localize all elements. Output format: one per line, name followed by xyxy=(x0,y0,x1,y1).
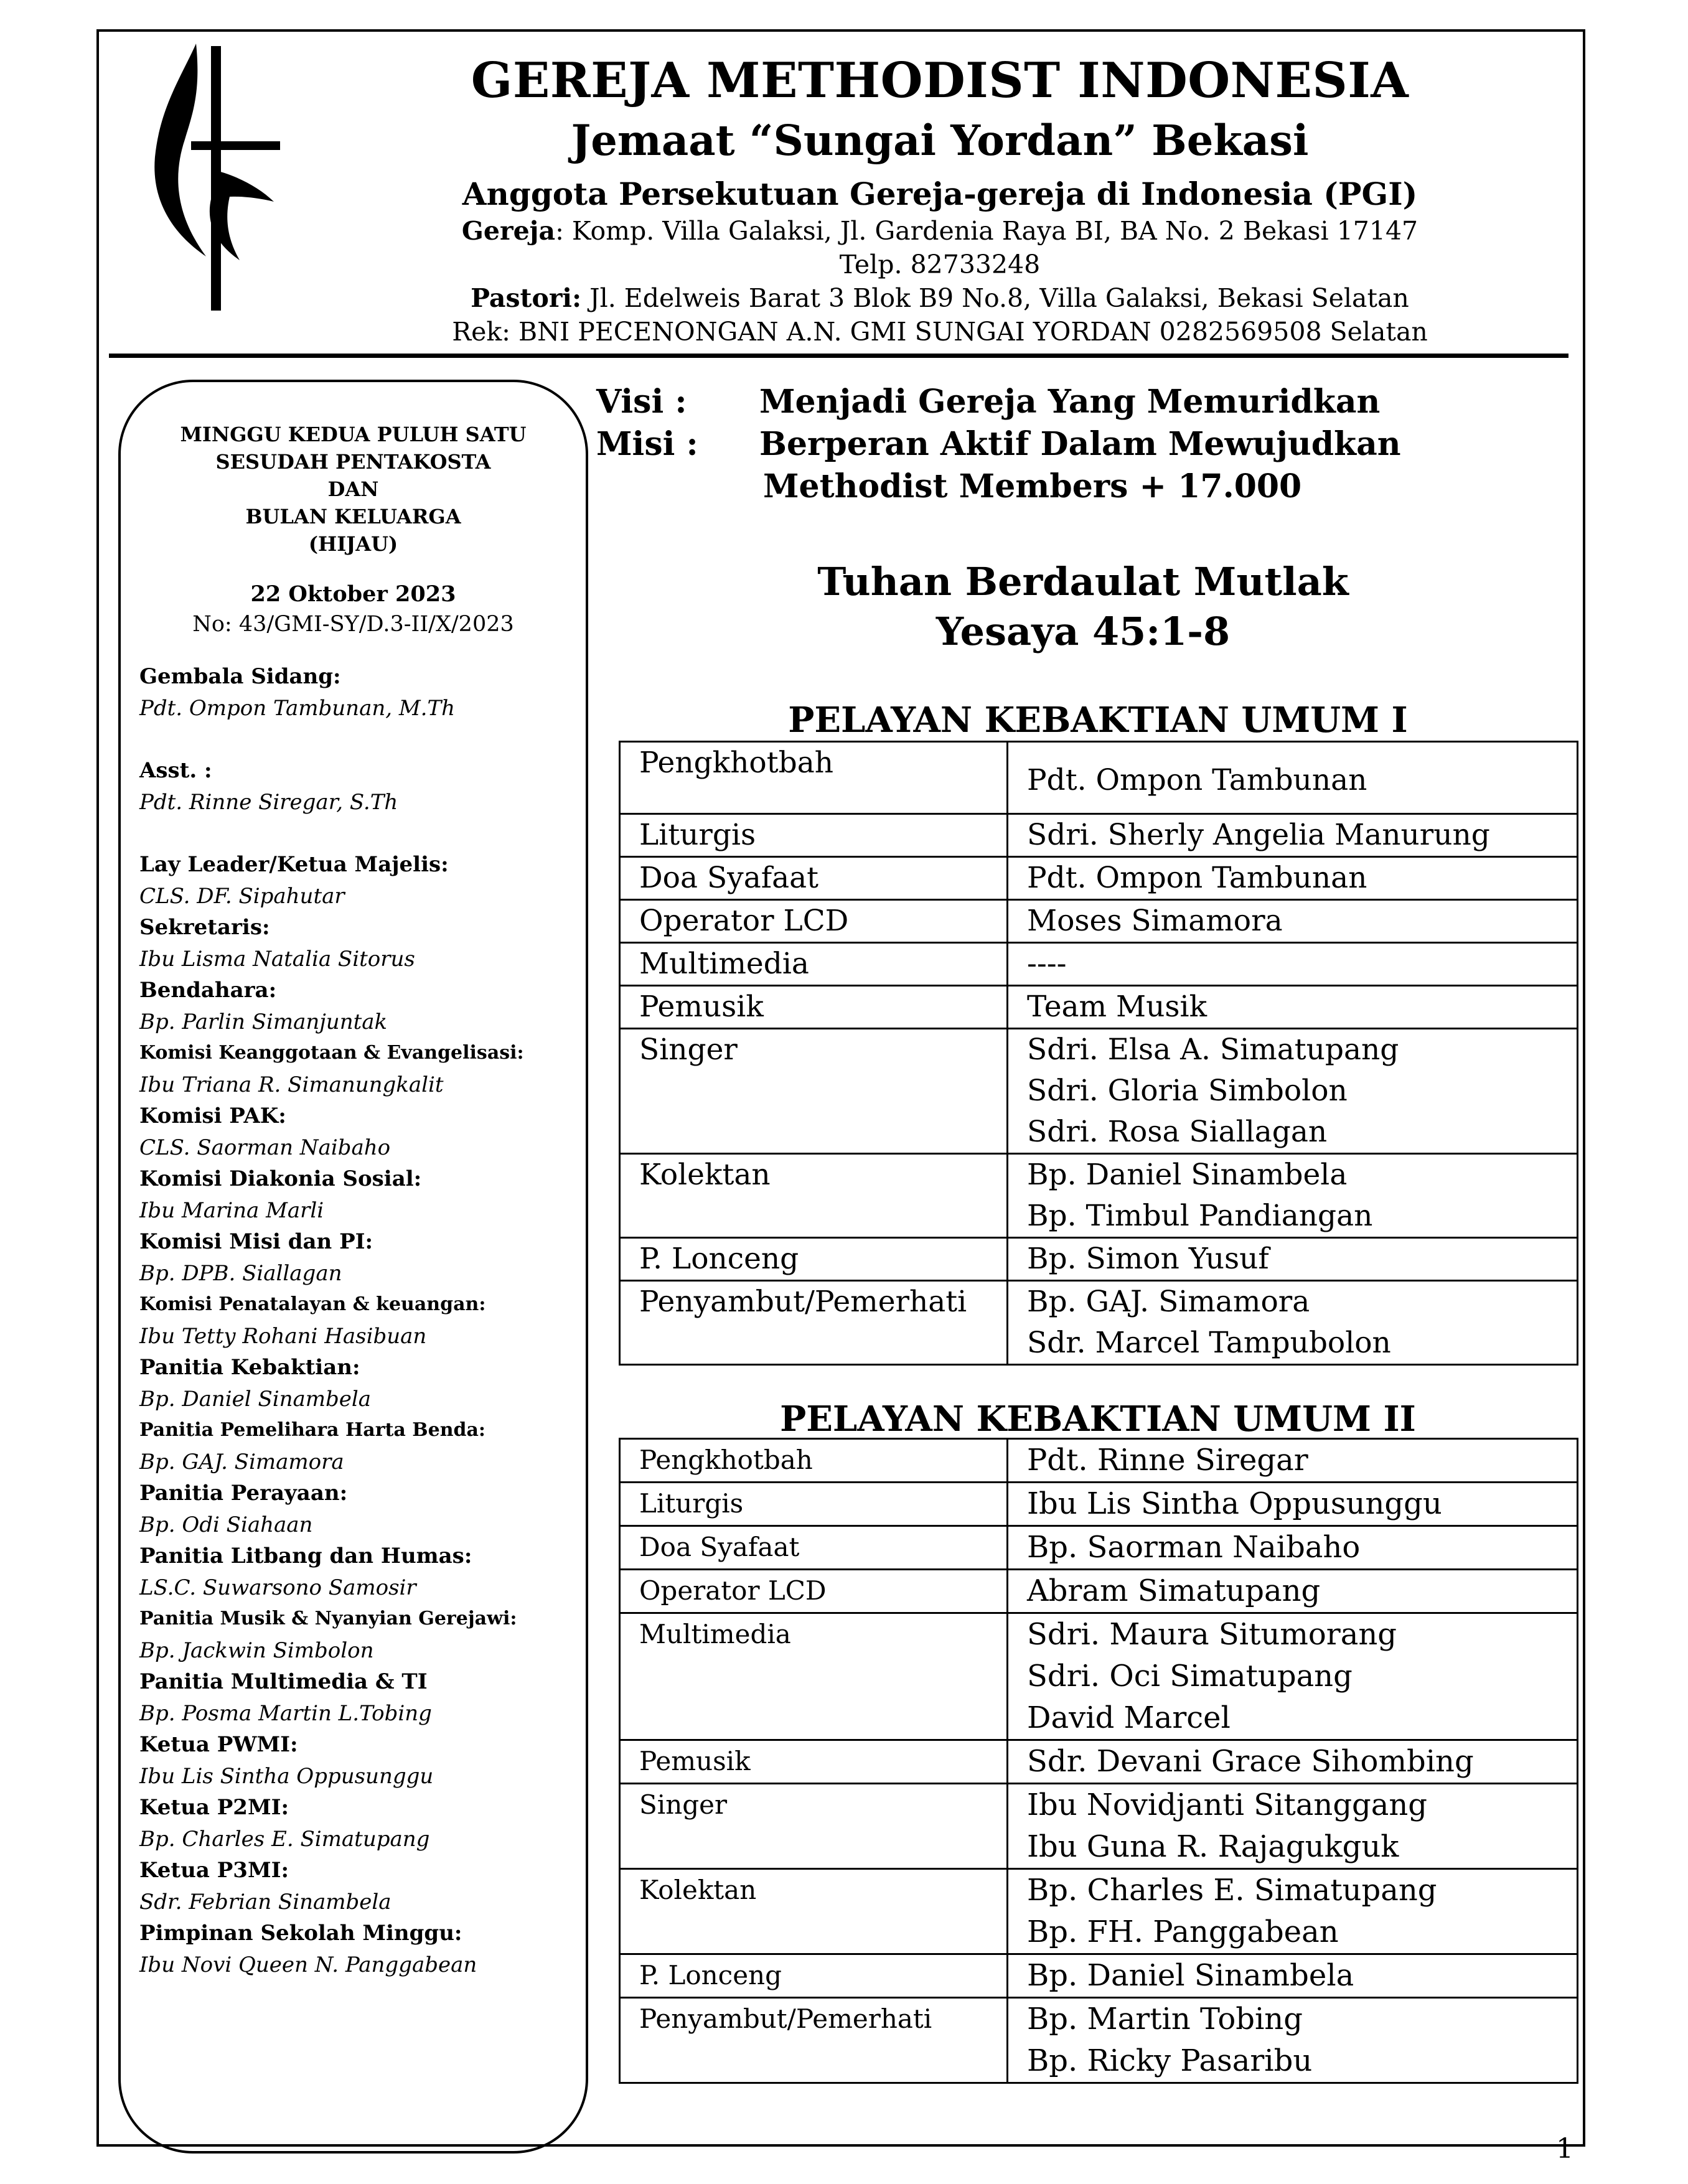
officer-name: Ibu Marina Marli xyxy=(139,1197,324,1223)
congregation-name: Jemaat “Sungai Yordan” Bekasi xyxy=(571,116,1309,165)
officer-name: Pdt. Rinne Siregar, S.Th xyxy=(139,789,398,815)
server-name: Ibu Guna R. Rajagukguk xyxy=(1027,1829,1399,1864)
bank-account: Rek: BNI PECENONGAN A.N. GMI SUNGAI YORDAN 0282569508 Selatan xyxy=(452,317,1428,347)
names-cell xyxy=(1008,1954,1578,1998)
names-cell xyxy=(1008,1029,1578,1154)
names-cell xyxy=(1008,1570,1578,1613)
server-name: Abram Simatupang xyxy=(1027,1573,1321,1608)
table-row xyxy=(620,1238,1578,1281)
server-name: Bp. Timbul Pandiangan xyxy=(1027,1199,1373,1233)
server-name: Bp. Martin Tobing xyxy=(1027,2002,1303,2036)
server-name: Team Musik xyxy=(1027,990,1207,1024)
sidebar-panel xyxy=(118,380,588,2154)
names-cell xyxy=(1008,986,1578,1029)
server-name: Bp. Daniel Sinambela xyxy=(1027,1158,1348,1192)
officer-role: Bendahara: xyxy=(139,978,277,1003)
officer-role: Sekretaris: xyxy=(139,915,270,940)
officer-name: Ibu Novi Queen N. Panggabean xyxy=(139,1952,477,1977)
names-cell xyxy=(1008,814,1578,857)
officer-name: Bp. Posma Martin L.Tobing xyxy=(139,1700,432,1726)
heading-line: BULAN KELUARGA xyxy=(245,505,461,528)
table-row xyxy=(620,1439,1578,1483)
parsonage-label: Pastori: xyxy=(471,283,582,313)
table-row xyxy=(620,1998,1578,2083)
page-number: 1 xyxy=(1556,2133,1573,2165)
names-cell xyxy=(1008,857,1578,900)
bulletin-date: 22 Oktober 2023 xyxy=(250,581,456,607)
table-row xyxy=(620,1613,1578,1740)
header-divider xyxy=(109,354,1568,358)
service2-title: PELAYAN KEBAKTIAN UMUM II xyxy=(780,1399,1416,1440)
officer-name: Bp. Parlin Simanjuntak xyxy=(139,1009,388,1034)
server-name: Pdt. Ompon Tambunan xyxy=(1027,763,1367,797)
parsonage-address-text: Jl. Edelweis Barat 3 Blok B9 No.8, Villa Galaksi, Bekasi Selatan xyxy=(581,283,1409,313)
role-cell: P. Lonceng xyxy=(620,1954,1008,1998)
table-row xyxy=(620,1029,1578,1154)
table-row xyxy=(620,1869,1578,1954)
server-name: Bp. Ricky Pasaribu xyxy=(1027,2043,1313,2078)
officer-role: Ketua P3MI: xyxy=(139,1858,289,1883)
role-cell: Penyambut/Pemerhati xyxy=(620,1281,1008,1365)
heading-line: MINGGU KEDUA PULUH SATU xyxy=(180,423,527,446)
server-name: Sdri. Maura Situmorang xyxy=(1027,1617,1397,1652)
officer-name: Bp. Jackwin Simbolon xyxy=(139,1638,374,1663)
names-cell xyxy=(1008,1238,1578,1281)
role-cell: P. Lonceng xyxy=(620,1238,1008,1281)
service2-table xyxy=(619,1438,1578,2084)
pgi-membership: Anggota Persekutuan Gereja-gereja di Indonesia (PGI) xyxy=(462,176,1418,212)
role-cell: Singer xyxy=(620,1784,1008,1869)
role-cell: Doa Syafaat xyxy=(620,857,1008,900)
names-cell xyxy=(1008,900,1578,943)
names-cell xyxy=(1008,1483,1578,1526)
officer-role: Lay Leader/Ketua Majelis: xyxy=(139,852,449,877)
role-cell: Liturgis xyxy=(620,814,1008,857)
officer-name: Pdt. Ompon Tambunan, M.Th xyxy=(139,695,456,721)
officer-role: Gembala Sidang: xyxy=(139,664,341,689)
vision-text: Menjadi Gereja Yang Memuridkan xyxy=(759,383,1381,421)
table-row xyxy=(620,1784,1578,1869)
officer-role: Panitia Kebaktian: xyxy=(139,1355,360,1380)
server-name: Sdri. Gloria Simbolon xyxy=(1027,1074,1348,1108)
mission-label: Misi : xyxy=(596,425,698,463)
role-cell: Doa Syafaat xyxy=(620,1526,1008,1570)
mission-text-line1: Berperan Aktif Dalam Mewujudkan xyxy=(759,425,1401,463)
officer-name: Ibu Lisma Natalia Sitorus xyxy=(139,946,415,972)
officer-name: Ibu Triana R. Simanungkalit xyxy=(139,1072,444,1097)
server-name: Pdt. Rinne Siregar xyxy=(1027,1443,1308,1478)
names-cell xyxy=(1008,1439,1578,1483)
table-row xyxy=(620,1954,1578,1998)
server-name: Ibu Novidjanti Sitanggang xyxy=(1027,1788,1428,1822)
names-cell xyxy=(1008,1526,1578,1570)
officer-role: Panitia Musik & Nyanyian Gerejawi: xyxy=(139,1608,517,1629)
names-cell xyxy=(1008,1998,1578,2083)
table-row xyxy=(620,1154,1578,1238)
table-row xyxy=(620,1740,1578,1784)
officer-name: Sdr. Febrian Sinambela xyxy=(139,1889,392,1915)
officer-role: Ketua PWMI: xyxy=(139,1732,298,1757)
officer-name: CLS. Saorman Naibaho xyxy=(139,1135,391,1160)
officer-name: Bp. Odi Siahaan xyxy=(139,1512,313,1537)
officer-role: Asst. : xyxy=(139,758,212,783)
officer-role: Komisi Keanggotaan & Evangelisasi: xyxy=(139,1042,524,1064)
names-cell xyxy=(1008,742,1578,814)
mission-text-line2: Methodist Members + 17.000 xyxy=(763,467,1302,505)
sermon-block xyxy=(622,557,1544,657)
organization-name: GEREJA METHODIST INDONESIA xyxy=(471,52,1409,109)
server-name: Sdr. Marcel Tampubolon xyxy=(1027,1326,1391,1360)
officer-name: LS.C. Suwarsono Samosir xyxy=(139,1575,416,1600)
officer-role: Komisi Misi dan PI: xyxy=(139,1229,373,1254)
heading-line: DAN xyxy=(327,477,379,501)
officer-role: Komisi Penatalayan & keuangan: xyxy=(139,1293,486,1315)
role-cell: Kolektan xyxy=(620,1869,1008,1954)
officer-name: Ibu Lis Sintha Oppusunggu xyxy=(139,1763,434,1789)
role-cell: Operator LCD xyxy=(620,1570,1008,1613)
sermon-title: Tuhan Berdaulat Mutlak xyxy=(817,559,1349,604)
officer-name: Bp. Daniel Sinambela xyxy=(139,1386,372,1412)
role-cell: Multimedia xyxy=(620,1613,1008,1740)
server-name: Bp. GAJ. Simamora xyxy=(1027,1285,1310,1319)
names-cell xyxy=(1008,1869,1578,1954)
server-name: Pdt. Ompon Tambunan xyxy=(1027,861,1367,895)
officer-role: Panitia Pemelihara Harta Benda: xyxy=(139,1419,486,1441)
church-address-label: Gereja xyxy=(461,216,556,246)
role-cell: Singer xyxy=(620,1029,1008,1154)
table-row xyxy=(620,1570,1578,1613)
table-row xyxy=(620,986,1578,1029)
names-cell xyxy=(1008,1784,1578,1869)
officer-role: Panitia Litbang dan Humas: xyxy=(139,1544,472,1568)
role-cell: Pemusik xyxy=(620,1740,1008,1784)
officer-role: Pimpinan Sekolah Minggu: xyxy=(139,1921,462,1946)
spacer xyxy=(139,818,575,849)
telephone: Telp. 82733248 xyxy=(839,250,1041,279)
church-address-text: : Komp. Villa Galaksi, Jl. Gardenia Raya BI, BA No. 2 Bekasi 17147 xyxy=(555,216,1418,246)
letterhead xyxy=(311,51,1568,349)
officer-role: Ketua P2MI: xyxy=(139,1795,289,1820)
heading-line: SESUDAH PENTAKOSTA xyxy=(215,450,491,474)
table-row xyxy=(620,1526,1578,1570)
officer-name: Bp. GAJ. Simamora xyxy=(139,1449,344,1474)
server-name: Moses Simamora xyxy=(1027,904,1283,938)
officer-role: Panitia Perayaan: xyxy=(139,1481,348,1506)
role-cell: Liturgis xyxy=(620,1483,1008,1526)
officer-name: CLS. DF. Sipahutar xyxy=(139,883,345,909)
server-name: Bp. Charles E. Simatupang xyxy=(1027,1873,1437,1908)
spacer xyxy=(139,724,575,755)
role-cell: Pengkhotbah xyxy=(620,1439,1008,1483)
vision-label: Visi : xyxy=(596,383,687,421)
server-name: Sdri. Sherly Angelia Manurung xyxy=(1027,818,1490,852)
table-row xyxy=(620,1483,1578,1526)
names-cell xyxy=(1008,1281,1578,1365)
role-cell: Penyambut/Pemerhati xyxy=(620,1998,1008,2083)
sermon-scripture: Yesaya 45:1-8 xyxy=(935,609,1231,654)
officer-role: Komisi Diakonia Sosial: xyxy=(139,1166,422,1191)
liturgical-heading xyxy=(121,421,586,558)
role-cell: Operator LCD xyxy=(620,900,1008,943)
server-name: Sdri. Oci Simatupang xyxy=(1027,1659,1353,1694)
names-cell xyxy=(1008,1740,1578,1784)
officer-name: Ibu Tetty Rohani Hasibuan xyxy=(139,1323,427,1349)
server-name: Bp. Daniel Sinambela xyxy=(1027,1958,1354,1993)
server-name: David Marcel xyxy=(1027,1700,1231,1735)
role-cell: Pengkhotbah xyxy=(620,742,1008,814)
officer-list xyxy=(139,661,575,1980)
church-address xyxy=(311,214,1568,248)
names-cell xyxy=(1008,1154,1578,1238)
table-row xyxy=(620,1281,1578,1365)
officer-name: Bp. Charles E. Simatupang xyxy=(139,1826,430,1852)
server-name: Ibu Lis Sintha Oppusunggu xyxy=(1027,1486,1442,1521)
officer-name: Bp. DPB. Siallagan xyxy=(139,1260,342,1286)
role-cell: Kolektan xyxy=(620,1154,1008,1238)
officer-role: Komisi PAK: xyxy=(139,1104,286,1128)
server-name: ---- xyxy=(1027,947,1067,981)
server-name: Bp. Simon Yusuf xyxy=(1027,1242,1269,1276)
service1-table xyxy=(619,741,1578,1366)
role-cell: Multimedia xyxy=(620,943,1008,986)
table-row xyxy=(620,814,1578,857)
bulletin-number: No: 43/GMI-SY/D.3-II/X/2023 xyxy=(192,612,514,637)
table-row xyxy=(620,900,1578,943)
server-name: Bp. FH. Panggabean xyxy=(1027,1915,1339,1949)
server-name: Bp. Saorman Naibaho xyxy=(1027,1530,1361,1565)
officer-role: Panitia Multimedia & TI xyxy=(139,1669,428,1694)
server-name: Sdri. Rosa Siallagan xyxy=(1027,1115,1328,1149)
parsonage-address xyxy=(311,281,1568,315)
service1-title: PELAYAN KEBAKTIAN UMUM I xyxy=(788,700,1408,741)
table-row xyxy=(620,857,1578,900)
cross-and-flame-logo xyxy=(146,39,280,312)
names-cell xyxy=(1008,943,1578,986)
names-cell xyxy=(1008,1613,1578,1740)
server-name: Sdr. Devani Grace Sihombing xyxy=(1027,1744,1474,1779)
heading-line: (HIJAU) xyxy=(308,532,398,556)
server-name: Sdri. Elsa A. Simatupang xyxy=(1027,1033,1399,1067)
table-row xyxy=(620,943,1578,986)
role-cell: Pemusik xyxy=(620,986,1008,1029)
table-row xyxy=(620,742,1578,814)
